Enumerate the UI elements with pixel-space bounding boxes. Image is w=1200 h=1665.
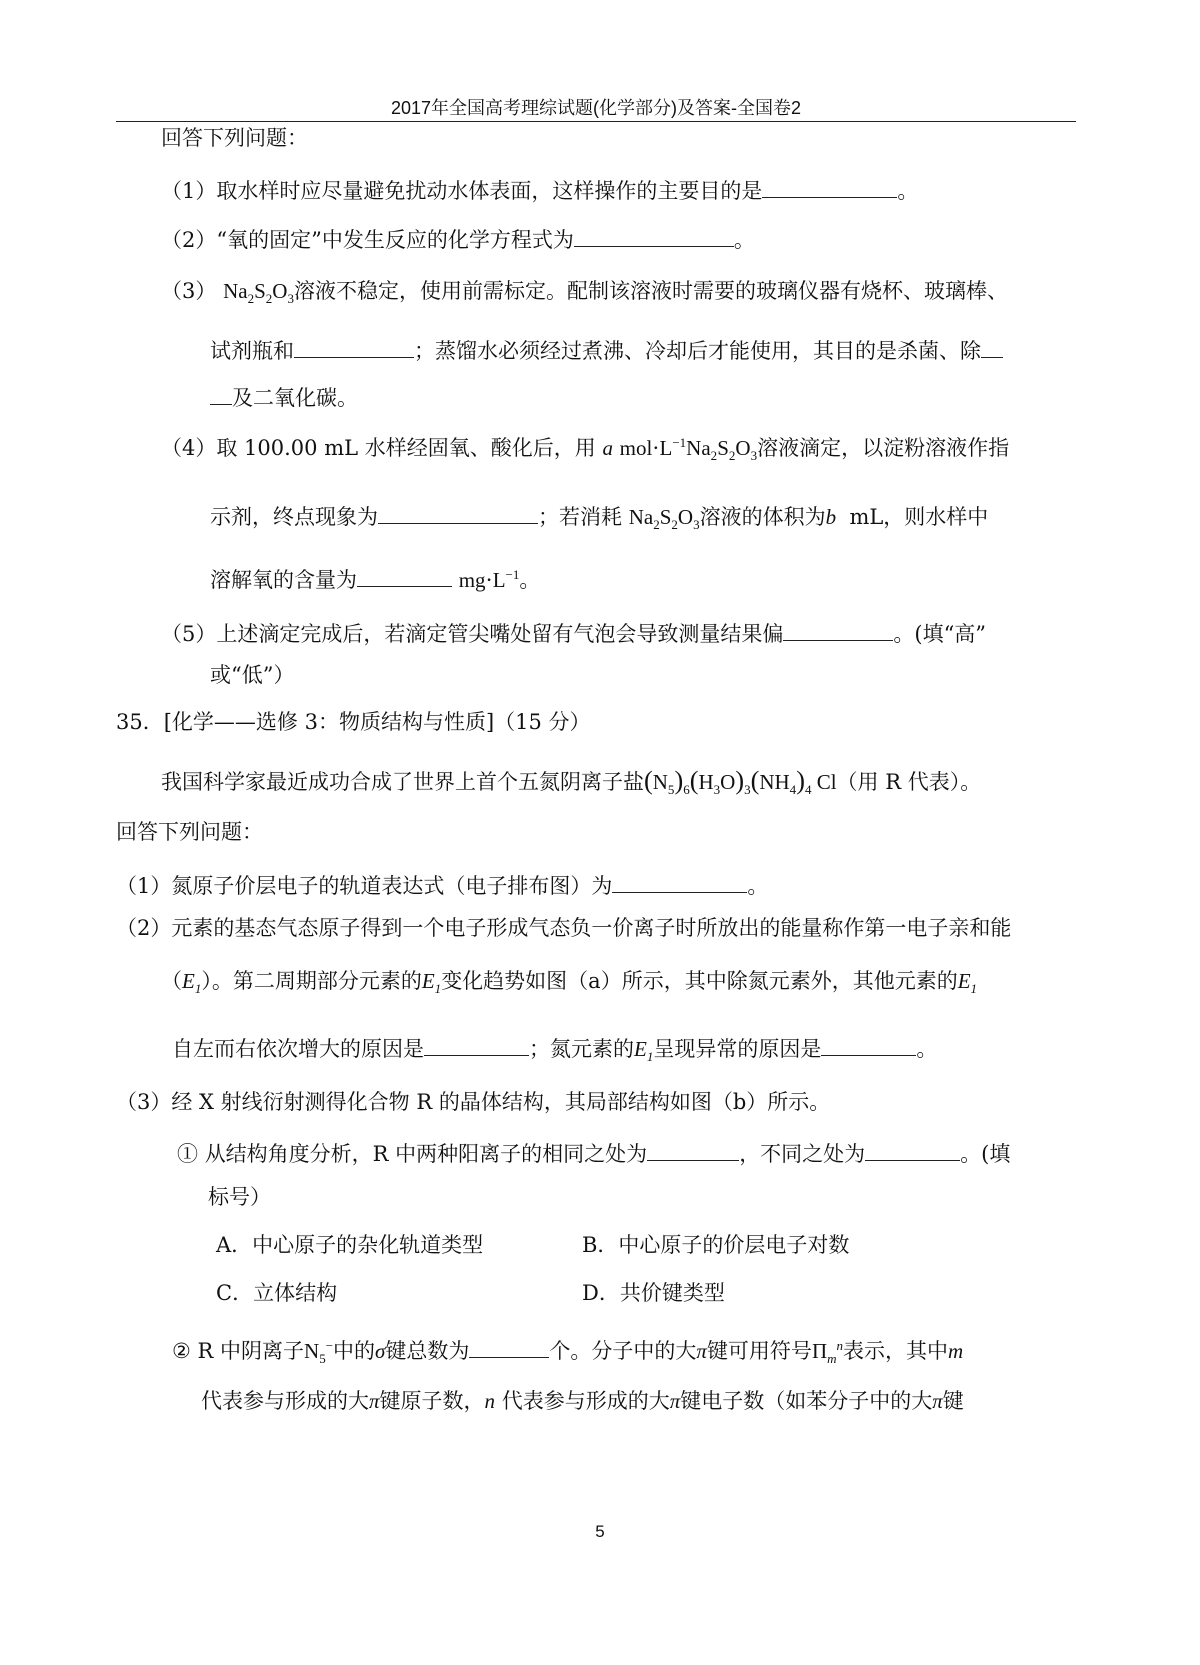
answer-blank xyxy=(210,384,232,405)
q35-part3-line1 xyxy=(116,1092,830,1113)
part-text: 自左而右依次增大的原因是 xyxy=(172,1036,424,1061)
part-text: 键可用符号 xyxy=(706,1338,812,1363)
unit-mg-per-l: $mg\cdot L^{-1}$ xyxy=(458,566,520,592)
q34-part4-line2 xyxy=(210,503,989,533)
answer-blank xyxy=(612,872,747,893)
q34-part1 xyxy=(161,177,918,202)
part-text: （ xyxy=(161,969,182,993)
page-header: 2017年全国高考理综试题(化学部分)及答案-全国卷2 xyxy=(390,98,802,118)
intro-text: 我国科学家最近成功合成了世界上首个五氮阴离子盐 xyxy=(161,770,644,794)
formula-na2s2o3: $Na_2S_2O_3$ xyxy=(223,279,294,307)
q34-intro: 回答下列问题： xyxy=(161,126,308,150)
answer-blank xyxy=(865,1140,960,1161)
q34-part5-line2: 或“低”） xyxy=(210,663,295,687)
part-text: 键总数为 xyxy=(385,1338,470,1363)
q35-part3-sub1-line2: 标号） xyxy=(208,1185,271,1209)
part-text: 溶液的体积为 xyxy=(699,504,826,529)
part-end: 。 xyxy=(747,873,769,898)
part-text: 取水样时应尽量避免扰动水体表面，这样操作的主要目的是 xyxy=(216,178,763,203)
part-number: （4） xyxy=(161,436,217,460)
part-text: 。 xyxy=(916,1036,938,1061)
pi-symbol: π xyxy=(369,1389,380,1413)
q35-part3-sub2-line1 xyxy=(172,1337,964,1367)
part-end: 。 xyxy=(733,227,755,252)
sigma-symbol: σ xyxy=(375,1338,386,1363)
q35-intro xyxy=(161,766,982,798)
q35-part3-sub2-line2 xyxy=(201,1391,964,1412)
answer-blank xyxy=(647,1140,739,1161)
variable-b: b xyxy=(825,504,837,529)
part-text: mL，则水样中 xyxy=(849,504,989,529)
q35-part2-line3 xyxy=(172,1035,938,1065)
variable-m: m xyxy=(948,1338,964,1363)
part-text: 溶液滴定，以淀粉溶液作指 xyxy=(757,436,1010,460)
formula-na2s2o3: $Na_2S_2O_3$ xyxy=(686,436,758,464)
part-text: ；若消耗 xyxy=(538,504,622,529)
part-number: （1） xyxy=(116,873,172,898)
answer-blank xyxy=(762,177,897,198)
page-number: 5 xyxy=(595,1522,605,1541)
e1-symbol: $E_1$ xyxy=(421,969,442,997)
answer-blank xyxy=(294,337,414,358)
option-c: C．立体结构 xyxy=(216,1281,338,1305)
part-text: 示剂，终点现象为 xyxy=(210,504,378,529)
pi-bond-notation: $\Pi_m^n$ xyxy=(811,1337,844,1367)
pi-symbol: π xyxy=(932,1389,943,1413)
answer-blank xyxy=(378,503,538,524)
part-text: 个。分子中的大 xyxy=(549,1338,697,1363)
part-number: （2） xyxy=(161,227,217,252)
part-number: （1） xyxy=(161,178,217,203)
answer-blank xyxy=(981,337,1003,358)
part-text: ；蒸馏水必须经过煮沸、冷却后才能使用，其目的是杀菌、除 xyxy=(414,338,981,363)
part-text: 从结构角度分析，R 中两种阳离子的相同之处为 xyxy=(204,1141,648,1166)
option-b: B．中心原子的价层电子对数 xyxy=(582,1233,850,1257)
part-text: 呈现异常的原因是 xyxy=(653,1036,822,1061)
circled-marker: ② xyxy=(172,1338,191,1363)
formula-compound-r: $(N_5)_6(H_3O)_3(NH_4)_4$ Cl xyxy=(644,766,837,798)
part-text: 。(填 xyxy=(960,1141,1011,1166)
part-text: ；氮元素的 xyxy=(529,1036,634,1061)
option-a: A．中心原子的杂化轨道类型 xyxy=(216,1233,484,1257)
q35-part2-line2 xyxy=(161,969,978,997)
q34-part5-line1 xyxy=(161,620,986,645)
q35-part1 xyxy=(116,872,768,897)
part-text: 元素的基态气态原子得到一个电子形成气态负一价离子时所放出的能量称作第一电子亲和能 xyxy=(171,916,1012,940)
answer-blank xyxy=(424,1035,529,1056)
part-text: 中的 xyxy=(333,1338,376,1363)
part-text: 溶解氧的含量为 xyxy=(210,567,357,592)
q34-part3-line2 xyxy=(210,337,1003,362)
part-text: 键 xyxy=(942,1389,964,1413)
part-text: 表示，其中 xyxy=(843,1338,949,1363)
part-text: 。(填“高” xyxy=(893,621,987,646)
answer-blank xyxy=(821,1035,916,1056)
q35-part2-line1 xyxy=(116,918,1011,939)
part-text: 变化趋势如图（a）所示，其中除氮元素外，其他元素的 xyxy=(441,969,958,993)
part-text: 氮原子价层电子的轨道表达式（电子排布图）为 xyxy=(171,873,613,898)
part-text: 取 100.00 mL 水样经固氧、酸化后，用 xyxy=(216,436,596,460)
part-text: ，不同之处为 xyxy=(739,1141,866,1166)
part-text: 试剂瓶和 xyxy=(210,338,294,363)
part-text: 键电子数（如苯分子中的大 xyxy=(680,1389,933,1413)
part-number: （3） xyxy=(161,279,217,303)
header-rule xyxy=(116,121,1076,122)
part-end: 。 xyxy=(897,178,919,203)
e1-symbol: $E_1$ xyxy=(634,1036,654,1065)
pi-symbol: π xyxy=(696,1338,707,1363)
q34-part3-line3 xyxy=(210,384,358,409)
answer-blank xyxy=(357,566,452,587)
q35-title: 35．[化学——选修 3：物质结构与性质]（15 分） xyxy=(116,710,591,734)
part-text: 代表参与形成的大 xyxy=(501,1389,670,1413)
circled-marker: ① xyxy=(177,1141,198,1166)
part-text: 溶液不稳定，使用前需标定。配制该溶液时需要的玻璃仪器有烧杯、玻璃棒、 xyxy=(293,279,1008,303)
part-text: 经 X 射线衍射测得化合物 R 的晶体结构，其局部结构如图（b）所示。 xyxy=(171,1090,831,1114)
anion-n5: $N_5^-$ xyxy=(304,1337,334,1367)
q34-part3-line1 xyxy=(161,279,1008,307)
part-text: 上述滴定完成后，若滴定管尖嘴处留有气泡会导致测量结果偏 xyxy=(216,621,784,646)
pi-symbol: π xyxy=(669,1389,681,1413)
part-number: （5） xyxy=(161,621,217,646)
answer-blank xyxy=(469,1337,549,1358)
part-text: 代表参与形成的大 xyxy=(201,1389,369,1413)
part-text: ）。第二周期部分元素的 xyxy=(201,969,422,993)
part-text: “氧的固定”中发生反应的化学方程式为 xyxy=(216,227,574,252)
q35-part3-sub1-line1 xyxy=(177,1140,1010,1165)
part-number: （3） xyxy=(116,1090,172,1114)
unit-mol-per-l: $mol\cdot L^{-1}$ xyxy=(619,435,687,460)
q34-part4-line1 xyxy=(161,435,1010,464)
e1-symbol: $E_1$ xyxy=(957,969,978,997)
formula-na2s2o3: $Na_2S_2O_3$ xyxy=(628,504,700,533)
q34-part4-line3 xyxy=(210,566,540,591)
answer-blank xyxy=(783,620,893,641)
intro-text: （用 R 代表）。 xyxy=(836,770,982,794)
part-number: （2） xyxy=(116,916,172,940)
answer-blank xyxy=(574,226,734,247)
q35-ask: 回答下列问题： xyxy=(116,820,263,844)
part-text: 。 xyxy=(519,567,541,592)
q34-part2 xyxy=(161,226,755,251)
part-text: R 中阴离子 xyxy=(197,1338,305,1363)
part-text: 及二氧化碳。 xyxy=(232,385,358,410)
option-d: D．共价键类型 xyxy=(582,1281,725,1305)
variable-a: a xyxy=(602,436,613,460)
e1-symbol: $E_1$ xyxy=(182,969,202,997)
variable-n: n xyxy=(484,1389,496,1413)
part-text: 键原子数， xyxy=(379,1389,485,1413)
